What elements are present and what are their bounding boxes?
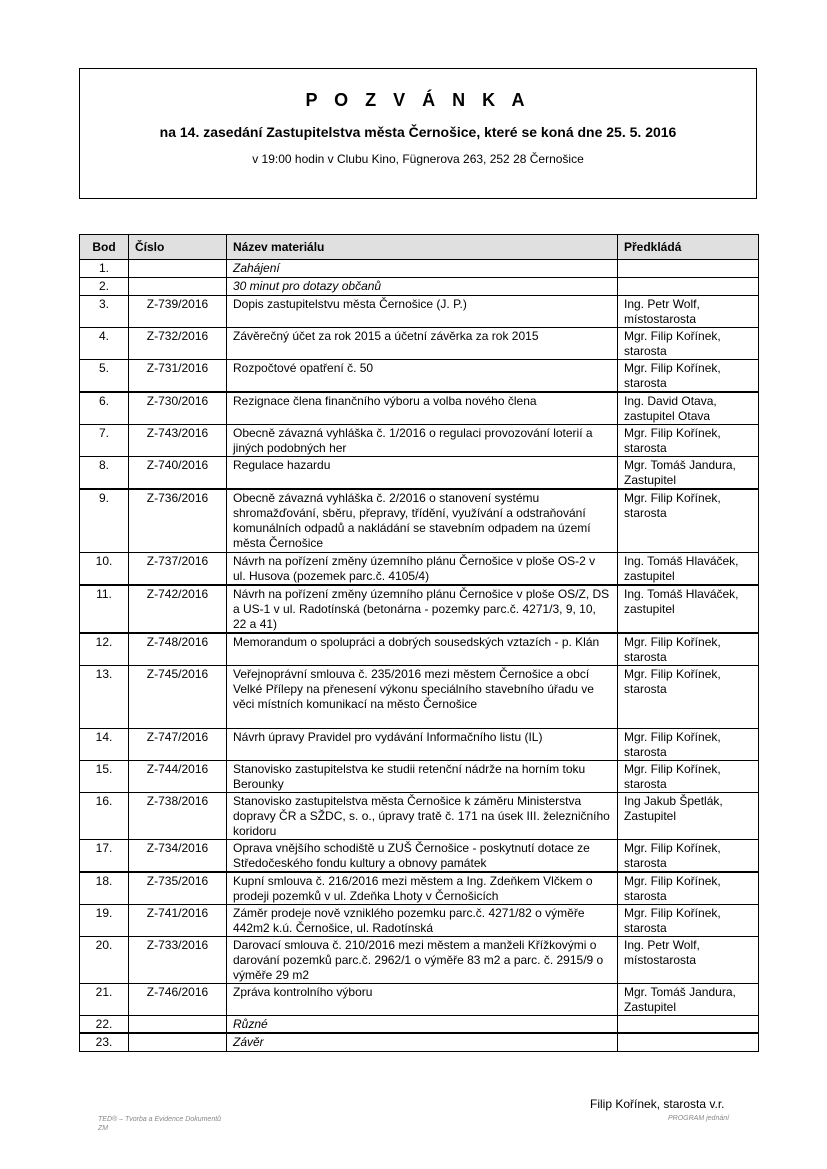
agenda-item-presenter: Mgr. Filip Kořínek, starosta — [618, 665, 759, 728]
table-row — [80, 425, 759, 457]
agenda-item-code: Z-744/2016 — [129, 760, 227, 792]
agenda-item-number: 13. — [80, 665, 129, 728]
agenda-item-code: Z-734/2016 — [129, 839, 227, 872]
agenda-item-code — [129, 278, 227, 296]
agenda-item-code — [129, 260, 227, 278]
agenda-body — [80, 260, 759, 1052]
agenda-item-presenter: Mgr. Filip Kořínek, starosta — [618, 760, 759, 792]
agenda-item-title: Návrh na pořízení změny územního plánu Černošice v ploše OS/Z, DS a US-1 v ul. Radotínská (betonárna - pozemky parc.č. 4271/3, 9, 10, 22 a 41) — [227, 585, 618, 633]
agenda-item-presenter: Mgr. Filip Kořínek, starosta — [618, 728, 759, 760]
agenda-item-title: Návrh na pořízení změny územního plánu Černošice v ploše OS-2 v ul. Husova (pozemek parc.č. 4105/4) — [227, 552, 618, 585]
footer-left — [98, 1115, 221, 1133]
table-row — [80, 792, 759, 839]
document-title: P O Z V Á N K A — [305, 90, 531, 110]
agenda-item-number: 17. — [80, 839, 129, 872]
agenda-item-number: 22. — [80, 1015, 129, 1033]
table-row — [80, 633, 759, 666]
agenda-item-code: Z-748/2016 — [129, 633, 227, 666]
agenda-item-title: Záměr prodeje nově vzniklého pozemku parc.č. 4271/82 o výměře 442m2 k.ú. Černošice, ul. Radotínská — [227, 904, 618, 936]
agenda-item-number: 14. — [80, 728, 129, 760]
agenda-item-number: 5. — [80, 360, 129, 393]
agenda-item-title: Zpráva kontrolního výboru — [227, 983, 618, 1015]
agenda-item-title: Stanovisko zastupitelstva města Černošice k záměru Ministerstva dopravy ČR a SŽDC, s. o., úpravy tratě č. 171 na úsek III. železničního koridoru — [227, 792, 618, 839]
column-header-predklada: Předkládá — [618, 235, 759, 260]
agenda-item-code: Z-735/2016 — [129, 872, 227, 905]
agenda-item-presenter: Ing. Tomáš Hlaváček, zastupitel — [618, 552, 759, 585]
agenda-item-code: Z-741/2016 — [129, 904, 227, 936]
agenda-item-code: Z-747/2016 — [129, 728, 227, 760]
agenda-item-title: Rozpočtové opatření č. 50 — [227, 360, 618, 393]
agenda-item-title: Memorandum o spolupráci a dobrých sousedských vztazích - p. Klán — [227, 633, 618, 666]
agenda-item-code: Z-740/2016 — [129, 457, 227, 490]
agenda-item-code: Z-739/2016 — [129, 296, 227, 328]
agenda-item-number: 9. — [80, 489, 129, 552]
table-row — [80, 392, 759, 425]
agenda-item-presenter: Mgr. Filip Kořínek, starosta — [618, 425, 759, 457]
agenda-item-presenter: Mgr. Filip Kořínek, starosta — [618, 904, 759, 936]
table-row — [80, 360, 759, 393]
column-header-cislo: Číslo — [129, 235, 227, 260]
agenda-item-code: Z-730/2016 — [129, 392, 227, 425]
agenda-item-number: 1. — [80, 260, 129, 278]
agenda-item-presenter: Mgr. Filip Kořínek, starosta — [618, 489, 759, 552]
agenda-item-presenter — [618, 1033, 759, 1051]
footer-right: PROGRAM jednání — [668, 1115, 730, 1122]
agenda-item-code: Z-745/2016 — [129, 665, 227, 728]
agenda-item-title: Závěrečný účet za rok 2015 a účetní závěrka za rok 2015 — [227, 328, 618, 360]
table-header-row — [80, 235, 759, 260]
column-header-bod: Bod — [80, 235, 129, 260]
agenda-item-presenter — [618, 260, 759, 278]
column-header-nazev: Název materiálu — [227, 235, 618, 260]
table-row — [80, 278, 759, 296]
footer-system-name: TED® – Tvorba a Evidence Dokumentů — [98, 1116, 222, 1123]
agenda-item-presenter: Mgr. Tomáš Jandura, Zastupitel — [618, 457, 759, 490]
agenda-item-number: 20. — [80, 936, 129, 983]
agenda-item-title: Obecně závazná vyhláška č. 1/2016 o regulaci provozování loterií a jiných podobných her — [227, 425, 618, 457]
agenda-item-presenter: Mgr. Filip Kořínek, starosta — [618, 633, 759, 666]
agenda-item-presenter: Mgr. Tomáš Jandura, Zastupitel — [618, 983, 759, 1015]
agenda-table — [79, 234, 759, 1052]
agenda-item-title: 30 minut pro dotazy občanů — [227, 278, 618, 296]
agenda-item-title: Návrh úpravy Pravidel pro vydávání Informačního listu (IL) — [227, 728, 618, 760]
table-row — [80, 328, 759, 360]
agenda-item-presenter: Mgr. Filip Kořínek, starosta — [618, 328, 759, 360]
agenda-item-number: 2. — [80, 278, 129, 296]
agenda-item-code: Z-738/2016 — [129, 792, 227, 839]
agenda-item-presenter: Ing Jakub Špetlák, Zastupitel — [618, 792, 759, 839]
agenda-item-number: 19. — [80, 904, 129, 936]
table-row — [80, 1033, 759, 1051]
table-row — [80, 728, 759, 760]
agenda-item-presenter: Ing. Petr Wolf, místostarosta — [618, 936, 759, 983]
table-row — [80, 552, 759, 585]
agenda-item-presenter — [618, 278, 759, 296]
agenda-item-presenter: Ing. David Otava, zastupitel Otava — [618, 392, 759, 425]
agenda-item-title: Zahájení — [227, 260, 618, 278]
agenda-item-number: 18. — [80, 872, 129, 905]
agenda-item-presenter: Mgr. Filip Kořínek, starosta — [618, 360, 759, 393]
agenda-item-code — [129, 1033, 227, 1051]
table-row — [80, 936, 759, 983]
agenda-item-number: 6. — [80, 392, 129, 425]
agenda-item-code: Z-731/2016 — [129, 360, 227, 393]
table-row — [80, 260, 759, 278]
table-row — [80, 585, 759, 633]
table-row — [80, 457, 759, 490]
agenda-item-presenter: Mgr. Filip Kořínek, starosta — [618, 839, 759, 872]
agenda-item-number: 11. — [80, 585, 129, 633]
agenda-item-code: Z-742/2016 — [129, 585, 227, 633]
agenda-item-code: Z-743/2016 — [129, 425, 227, 457]
footer-code: ZM — [98, 1125, 109, 1132]
agenda-item-number: 8. — [80, 457, 129, 490]
agenda-item-number: 7. — [80, 425, 129, 457]
agenda-item-title: Darovací smlouva č. 210/2016 mezi městem a manželi Křížkovými o darování pozemků parc.č. 2962/1 o výměře 83 m2 a parc. č. 2915/9 o výměře 29 m2 — [227, 936, 618, 983]
agenda-item-number: 15. — [80, 760, 129, 792]
agenda-item-title: Regulace hazardu — [227, 457, 618, 490]
agenda-item-code: Z-732/2016 — [129, 328, 227, 360]
agenda-item-title: Dopis zastupitelstvu města Černošice (J. P.) — [227, 296, 618, 328]
meeting-subtitle: na 14. zasedání Zastupitelstva města Černošice, které se koná dne 25. 5. 2016 — [159, 124, 677, 140]
table-row — [80, 872, 759, 905]
table-row — [80, 296, 759, 328]
agenda-item-presenter: Mgr. Filip Kořínek, starosta — [618, 872, 759, 905]
agenda-item-number: 21. — [80, 983, 129, 1015]
header-box — [79, 68, 757, 199]
agenda-item-number: 10. — [80, 552, 129, 585]
signature: Filip Kořínek, starosta v.r. — [590, 1097, 725, 1111]
agenda-item-code — [129, 1015, 227, 1033]
agenda-item-title: Závěr — [227, 1033, 618, 1051]
agenda-item-number: 16. — [80, 792, 129, 839]
agenda-item-presenter: Ing. Tomáš Hlaváček, zastupitel — [618, 585, 759, 633]
agenda-item-number: 4. — [80, 328, 129, 360]
agenda-item-title: Stanovisko zastupitelstva ke studii retenční nádrže na horním toku Berounky — [227, 760, 618, 792]
table-row — [80, 665, 759, 728]
agenda-item-title: Rezignace člena finančního výboru a volba nového člena — [227, 392, 618, 425]
meeting-venue: v 19:00 hodin v Clubu Kino, Fügnerova 263, 252 28 Černošice — [252, 152, 584, 166]
table-row — [80, 839, 759, 872]
agenda-item-title: Obecně závazná vyhláška č. 2/2016 o stanovení systému shromažďování, sběru, přepravy, třídění, využívání a odstraňování komunálních odpadů a nakládání se stavebním odpadem na území města Černošice — [227, 489, 618, 552]
agenda-item-title: Různé — [227, 1015, 618, 1033]
agenda-item-presenter — [618, 1015, 759, 1033]
table-row — [80, 1015, 759, 1033]
agenda-item-title: Oprava vnějšího schodiště u ZUŠ Černošice - poskytnutí dotace ze Středočeského fondu kultury a obnovy památek — [227, 839, 618, 872]
agenda-item-number: 23. — [80, 1033, 129, 1051]
agenda-item-number: 12. — [80, 633, 129, 666]
agenda-item-code: Z-737/2016 — [129, 552, 227, 585]
agenda-item-presenter: Ing. Petr Wolf, místostarosta — [618, 296, 759, 328]
table-row — [80, 983, 759, 1015]
agenda-item-code: Z-746/2016 — [129, 983, 227, 1015]
table-row — [80, 760, 759, 792]
agenda-item-title: Kupní smlouva č. 216/2016 mezi městem a Ing. Zdeňkem Vlčkem o prodeji pozemků v ul. Zdeňka Lhoty v Černošicích — [227, 872, 618, 905]
table-row — [80, 489, 759, 552]
agenda-item-number: 3. — [80, 296, 129, 328]
agenda-item-code: Z-736/2016 — [129, 489, 227, 552]
agenda-item-code: Z-733/2016 — [129, 936, 227, 983]
agenda-item-title: Veřejnoprávní smlouva č. 235/2016 mezi městem Černošice a obcí Velké Přílepy na přenesení výkonu speciálního stavebního úřadu ve věci místních komunikací na město Černošice — [227, 665, 618, 728]
table-row — [80, 904, 759, 936]
